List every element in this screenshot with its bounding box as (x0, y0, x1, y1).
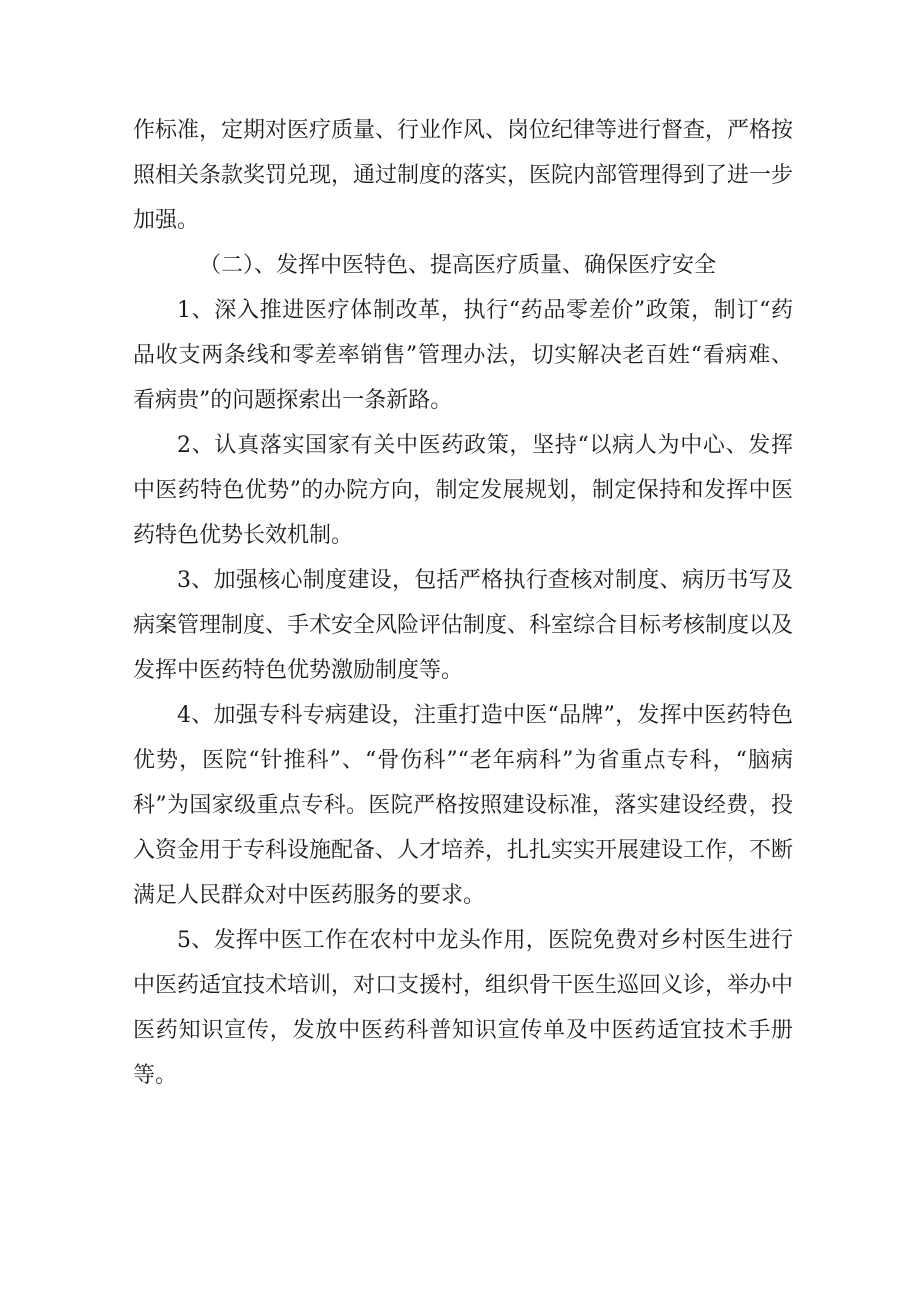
paragraph-item-3: 3、加强核心制度建设，包括严格执行查核对制度、病历书写及病案管理制度、手术安全风险评估制度、科室综合目标考核制度以及发挥中医药特色优势激励制度等。 (133, 568, 794, 683)
paragraph-item-5: 5、发挥中医工作在农村中龙头作用，医院免费对乡村医生进行中医药适宜技术培训，对口支援村，组织骨干医生巡回义诊，举办中医药知识宣传，发放中医药科普知识宣传单及中医药适宜技术手册等。 (133, 928, 794, 1088)
paragraph-continued: 作标准，定期对医疗质量、行业作风、岗位纪律等进行督查，严格按照相关条款奖罚兑现，通过制度的落实，医院内部管理得到了进一步加强。 (133, 118, 794, 233)
section-heading: （二）、发挥中医特色、提高医疗质量、确保医疗安全 (199, 253, 717, 278)
paragraph-item-1: 1、深入推进医疗体制改革，执行“药品零差价”政策，制订“药品收支两条线和零差率销售”管理办法，切实解决老百姓“看病难、看病贵”的问题探索出一条新路。 (133, 298, 793, 413)
document-body (133, 108, 793, 1098)
paragraph-item-4: 4、加强专科专病建设，注重打造中医“品牌”，发挥中医药特色优势，医院“针推科”、“骨伤科”“老年病科”为省重点专科，“脑病科”为国家级重点专科。医院严格按照建设标准，落实建设经费，投入资金用于专科设施配备、人才培养，扎扎实实开展建设工作，不断满足人民群众对中医药服务的要求。 (133, 703, 794, 908)
paragraph-item-2: 2、认真落实国家有关中医药政策，坚持“以病人为中心、发挥中医药特色优势”的办院方向，制定发展规划，制定保持和发挥中医药特色优势长效机制。 (133, 433, 793, 548)
